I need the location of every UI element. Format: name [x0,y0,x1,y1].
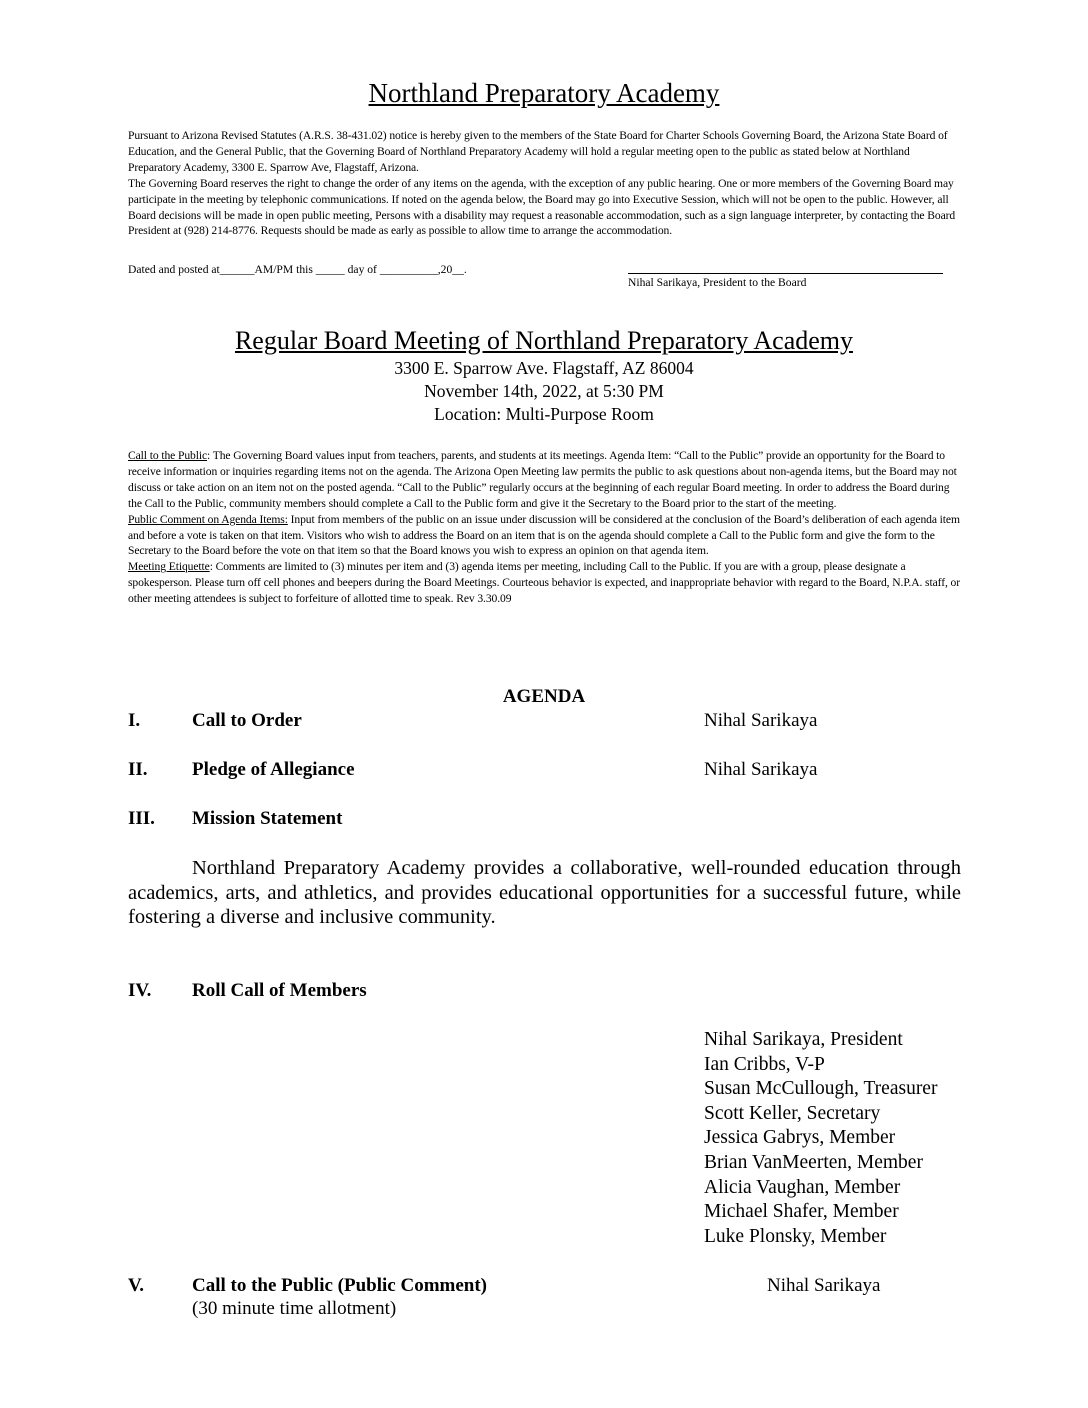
dated-posted-line: Dated and posted at______AM/PM this _____ day of __________,20__. [128,263,467,276]
agenda-item-title: Mission Statement [192,808,343,829]
meeting-title: Regular Board Meeting of Northland Preparatory Academy [234,326,854,355]
page-title: Northland Preparatory Academy [368,78,720,108]
agenda-item-presenter: Nihal Sarikaya [704,710,818,731]
member-name: Luke Plonsky, Member [704,1225,887,1247]
member-name: Ian Cribbs, V-P [704,1053,825,1075]
agenda-item-title: Pledge of Allegiance [192,759,355,780]
agenda-item-number: I. [128,710,141,731]
mission-statement: Northland Preparatory Academy provides a collaborative, well-rounded education through academics, arts, and athletics, and provides educational opportunities for a successful future, while fostering a diverse and inclusive community. [128,857,961,928]
agenda-heading: AGENDA [502,686,586,707]
member-name: Michael Shafer, Member [704,1201,899,1223]
agenda-item-title: Call to the Public (Public Comment) [192,1275,488,1296]
public-comment-paragraph: Public Comment on Agenda Items: Input from members of the public on an issue under discussion will be considered at the conclusion of the Board’s deliberation of each agenda item and before a vote is taken on that item. Visitors who wish to address the Board on an item that is on the agenda should complete a Call to the Public form and give the form to the Secretary to the Board before the vote on that item so that the Board knows you wish to express an opinion on that agenda item. [128,512,960,558]
member-name: Scott Keller, Secretary [704,1102,881,1124]
meeting-location: Location: Multi-Purpose Room [434,404,654,424]
agenda-item-number: V. [128,1275,145,1296]
meeting-datetime: November 14th, 2022, at 5:30 PM [424,381,664,401]
agenda-item-number: III. [128,808,155,829]
meeting-address: 3300 E. Sparrow Ave. Flagstaff, AZ 86004 [394,358,694,378]
meeting-etiquette-paragraph: Meeting Etiquette: Comments are limited to (3) minutes per item and (3) agenda items per meeting, including Call to the Public. If you are with a group, please designate a spokesperson. Please turn off cell phones and beepers during the Board Meetings. Courteous behavior is expected, and inappropriate behavior with regard to the Board, N.P.A. staff, or other meeting attendees is subject to forfeiture of allotted time to speak. Rev 3.30.09 [128,560,961,606]
member-name: Alicia Vaughan, Member [704,1176,901,1198]
agenda-item-presenter: Nihal Sarikaya [767,1275,881,1296]
member-name: Jessica Gabrys, Member [704,1127,896,1149]
notice-paragraph: Pursuant to Arizona Revised Statutes (A.R.S. 38-431.02) notice is hereby given to the members of the State Board for Charter Schools Governing Board, the Arizona State Board of Education, and the General Public, that the Governing Board of Northland Preparatory Academy will hold a regular meeting open to the public as stated below at Northland Preparatory Academy, 3300 E. Sparrow Ave, Flagstaff, Arizona. [128,129,948,174]
agenda-item-note: (30 minute time allotment) [192,1298,397,1319]
member-name: Nihal Sarikaya, President [704,1029,903,1050]
call-to-public-paragraph: Call to the Public: The Governing Board values input from teachers, parents, and students at its meetings. Agenda Item: “Call to the Public” provide an opportunity for the Board to receive information or inquiries regarding items not on the agenda. The Arizona Open Meeting law permits the public to ask questions about non-agenda items, but the Board may not discuss or take action on an item not on the posted agenda. “Call to the Public” regularly occurs at the beginning of each regular Board meeting. In order to address the Board during the Call to the Public, community members should complete a Call to the Public form and give it the Secretary to the Board prior to the start of the meeting. [128,449,957,510]
member-name: Brian VanMeerten, Member [704,1151,923,1173]
agenda-item-title: Roll Call of Members [192,980,367,1001]
public-comment-label: Public Comment on Agenda Items: [128,512,288,526]
notice-text [128,128,962,239]
signature-name: Nihal Sarikaya, President to the Board [628,276,807,289]
agenda-item-number: II. [128,759,148,780]
agenda-item-number: IV. [128,980,152,1001]
roll-call-list [704,1028,937,1249]
call-to-public-label: Call to the Public [128,449,208,462]
signature-line [628,273,943,274]
public-info [128,448,962,607]
agenda-item-presenter: Nihal Sarikaya [704,759,818,780]
member-name: Susan McCullough, Treasurer [704,1078,938,1100]
agenda-item-title: Call to Order [192,710,302,731]
notice-paragraph: The Governing Board reserves the right to change the order of any items on the agenda, with the exception of any public hearing. One or more members of the Governing Board may participate in the meeting by telephonic communications. If noted on the agenda below, the Board may go into Executive Session, which will not be open to the public. However, all Board decisions will be made in open public meeting, Persons with a disability may request a reasonable accommodation, such as a sign language interpreter, by contacting the Board President at (928) 214-8776. Requests should be made as early as possible to allow time to arrange the accommodation. [128,176,956,238]
meeting-etiquette-label: Meeting Etiquette [128,560,210,574]
